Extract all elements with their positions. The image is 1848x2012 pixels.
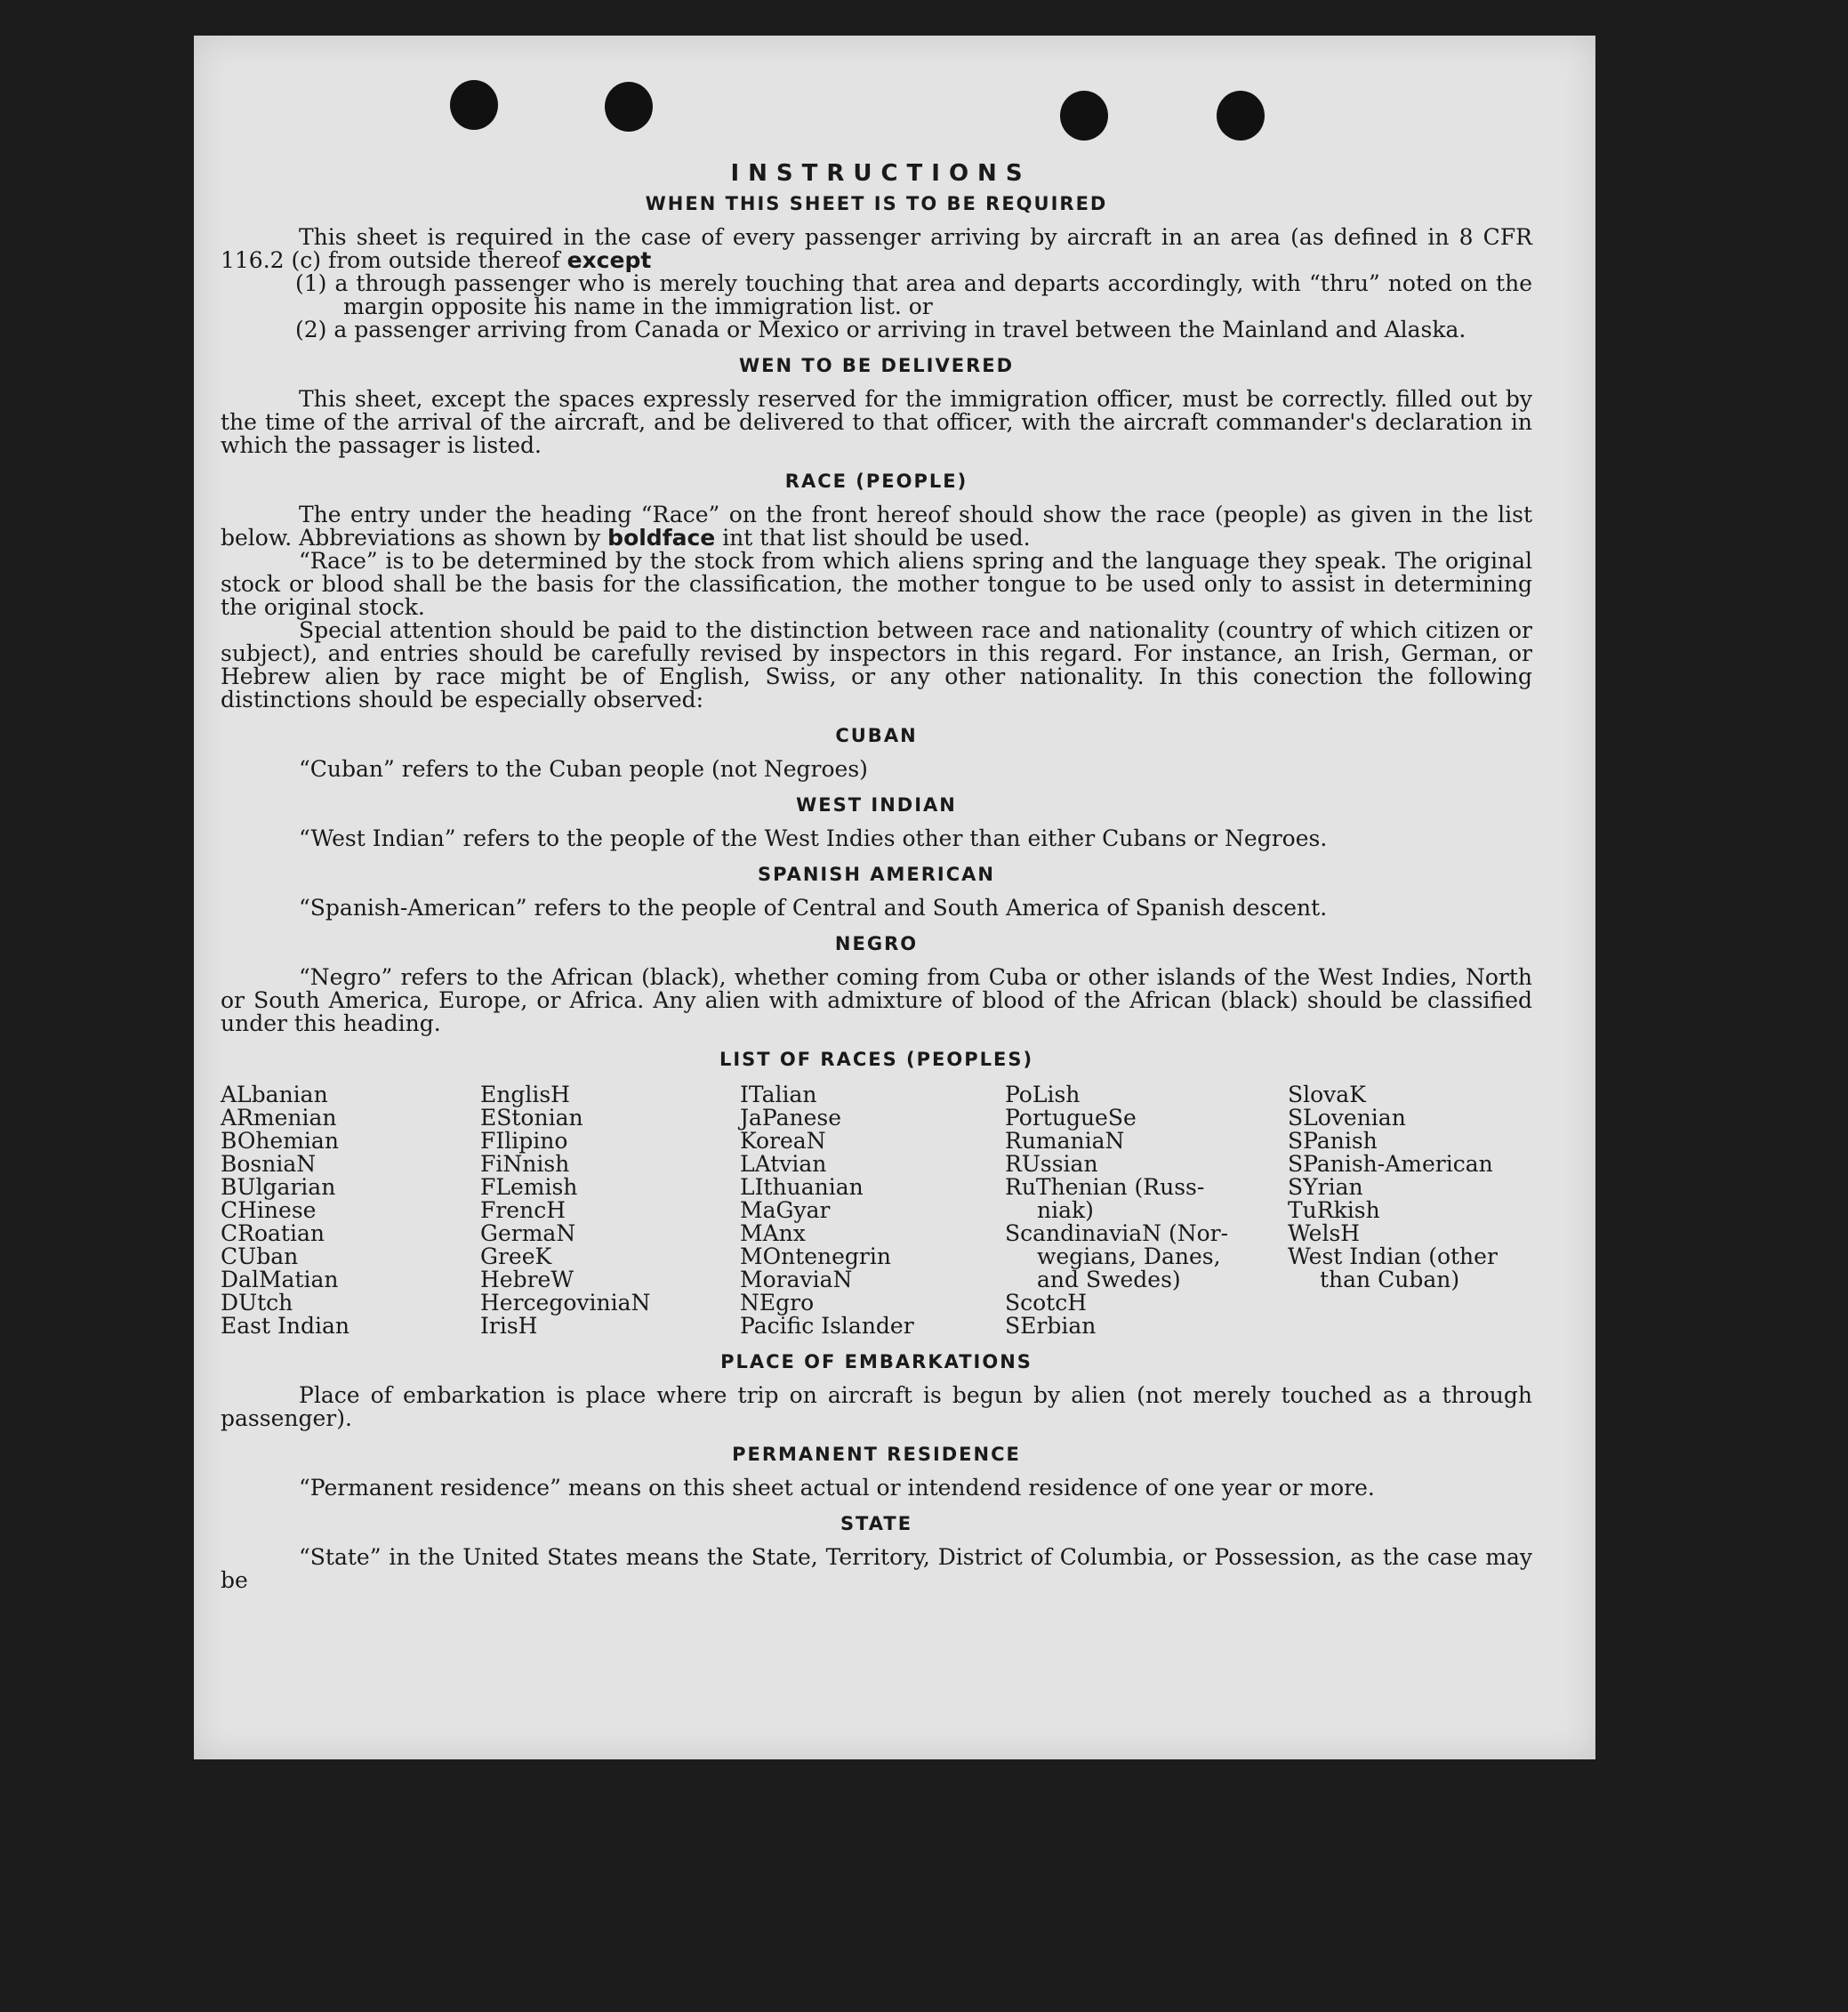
boldface-word: boldface xyxy=(607,525,716,551)
race-item: SPanish-American xyxy=(1288,1151,1493,1177)
embarkation-text: Place of embarkation is place where trip on aircraft is begun by alien (not merely touched as a through passenger). xyxy=(221,1382,1532,1431)
race-item: SErbian xyxy=(1005,1313,1097,1339)
race-item: MOntenegrin xyxy=(740,1243,891,1269)
race-item: RUssian xyxy=(1005,1151,1098,1177)
race-item: DUtch xyxy=(221,1290,293,1316)
residence-text: “Permanent residence” means on this sheet actual or intendend residence of one year or more. xyxy=(299,1475,1375,1501)
race-item: FLemish xyxy=(480,1174,578,1200)
race-item: SlovaK xyxy=(1288,1082,1366,1107)
race-item: Pacific Islander xyxy=(740,1313,914,1339)
race-item: WelsH xyxy=(1288,1220,1361,1246)
race-item: ALbanian xyxy=(221,1082,328,1107)
except-word: except xyxy=(566,247,652,273)
race-item: GermaN xyxy=(480,1220,576,1246)
race-item: IrisH xyxy=(480,1313,538,1339)
race-item: ScotcH xyxy=(1005,1290,1088,1316)
race-item: CRoatian xyxy=(221,1220,325,1246)
race-item: BOhemian xyxy=(221,1128,339,1154)
race-item: RuThenian (Russ- xyxy=(1005,1174,1205,1200)
race-item: CHinese xyxy=(221,1197,317,1223)
race-item: NEgro xyxy=(740,1290,815,1316)
race-item: SPanish xyxy=(1288,1128,1378,1154)
race-paragraph-2: “Race” is to be determined by the stock from which aliens spring and the language they speak. The original stock or blood shall be the basis for the classification, the mother tongue to be used only to assist in determining the original stock. xyxy=(221,548,1532,620)
race-item: LAtvian xyxy=(740,1151,827,1177)
race-item: GreeK xyxy=(480,1243,552,1269)
race-item: FrencH xyxy=(480,1197,566,1223)
race-item: SLovenian xyxy=(1288,1105,1406,1131)
cuban-text: “Cuban” refers to the Cuban people (not Negroes) xyxy=(299,756,868,782)
when-intro: This sheet is required in the case of every passenger arriving by aircraft in an area (as defined in 8 CFR 116.2 (c) from outside thereof except xyxy=(221,224,1532,273)
race-item: HercegoviniaN xyxy=(480,1290,651,1316)
race-item: LIthuanian xyxy=(740,1174,864,1200)
negro-text: “Negro” refers to the African (black), whether coming from Cuba or other islands of the West Indies, North or South America, Europe, or Africa. Any alien with admixture of blood of the African (black) should be classified under this heading. xyxy=(221,964,1532,1036)
race-item: West Indian (other xyxy=(1288,1243,1498,1269)
race-item: ARmenian xyxy=(221,1105,337,1131)
page-title: INSTRUCTIONS xyxy=(730,160,1032,187)
race-item: DalMatian xyxy=(221,1267,339,1292)
race-item: MAnx xyxy=(740,1220,806,1246)
heading-embarkation: PLACE OF EMBARKATIONS xyxy=(720,1351,1032,1372)
heading-cuban: CUBAN xyxy=(835,725,918,746)
punch-hole xyxy=(605,82,653,132)
race-item: East Indian xyxy=(221,1313,350,1339)
race-item: and Swedes) xyxy=(1037,1267,1181,1292)
race-item: niak) xyxy=(1037,1197,1094,1223)
races-column-5 xyxy=(1288,1083,1532,1338)
races-column-2 xyxy=(480,1083,740,1338)
race-item: BosniaN xyxy=(221,1151,317,1177)
heading-races-list: LIST OF RACES (PEOPLES) xyxy=(719,1049,1034,1070)
race-item: PoLish xyxy=(1005,1082,1081,1107)
punch-hole xyxy=(450,80,498,130)
state-text: “State” in the United States means the State, Territory, District of Columbia, or Possession, as the case may be xyxy=(221,1544,1532,1593)
delivered-text: This sheet, except the spaces expressly reserved for the immigration officer, must be correctly. filled out by the time of the arrival of the aircraft, and be delivered to that officer, with the aircraft commander's declaration in which the passager is listed. xyxy=(221,386,1532,458)
heading-race: RACE (PEOPLE) xyxy=(784,471,968,492)
heading-when: WHEN THIS SHEET IS TO BE REQUIRED xyxy=(645,193,1108,214)
instructions-content xyxy=(221,162,1532,1592)
heading-west-indian: WEST INDIAN xyxy=(796,794,957,816)
race-item: ITalian xyxy=(740,1082,817,1107)
race-item: CUban xyxy=(221,1243,299,1269)
race-item: BUlgarian xyxy=(221,1174,336,1200)
race-paragraph-3: Special attention should be paid to the distinction between race and nationality (country of which citizen or subject), and entries should be carefully revised by inspectors in this regard. For instance, an Irish, German, or Hebrew alien by race might be of English, Swiss, or any other nationality. In this conection the following distinctions should be especially observed: xyxy=(221,617,1532,712)
race-item: than Cuban) xyxy=(1320,1267,1460,1292)
race-item: FIlipino xyxy=(480,1128,568,1154)
race-item: SYrian xyxy=(1288,1174,1363,1200)
race-item: RumaniaN xyxy=(1005,1128,1125,1154)
race-item: KoreaN xyxy=(740,1128,826,1154)
race-item: ScandinaviaN (Nor- xyxy=(1005,1220,1229,1246)
heading-state: STATE xyxy=(840,1513,913,1534)
heading-spanish-american: SPANISH AMERICAN xyxy=(758,864,995,885)
race-item: MaGyar xyxy=(740,1197,831,1223)
heading-negro: NEGRO xyxy=(834,933,919,954)
heading-delivered: WEN TO BE DELIVERED xyxy=(738,355,1015,376)
race-item: wegians, Danes, xyxy=(1037,1243,1221,1269)
race-item: FiNnish xyxy=(480,1151,570,1177)
spanish-american-text: “Spanish-American” refers to the people of Central and South America of Spanish descent. xyxy=(299,895,1328,921)
race-item: MoraviaN xyxy=(740,1267,853,1292)
heading-residence: PERMANENT RESIDENCE xyxy=(732,1444,1021,1465)
punch-hole xyxy=(1217,91,1265,141)
races-column-3 xyxy=(740,1083,1005,1338)
races-column-1 xyxy=(221,1083,480,1338)
when-item-2: (2) a passenger arriving from Canada or Mexico or arriving in travel between the Mainland and Alaska. xyxy=(295,317,1466,342)
race-item: PortugueSe xyxy=(1005,1105,1137,1131)
punch-hole xyxy=(1060,91,1108,141)
when-item-1: (1) a through passenger who is merely touching that area and departs accordingly, with “thru” noted on the margin opposite his name in the immigration list. or xyxy=(295,270,1532,319)
west-indian-text: “West Indian” refers to the people of the West Indies other than either Cubans or Negroes. xyxy=(299,825,1328,851)
document-sheet xyxy=(194,36,1595,1759)
race-item: HebreW xyxy=(480,1267,574,1292)
race-item: TuRkish xyxy=(1288,1197,1380,1223)
race-item: JaPanese xyxy=(740,1105,842,1131)
races-column-4 xyxy=(1005,1083,1288,1338)
races-list xyxy=(221,1083,1532,1338)
race-item: EnglisH xyxy=(480,1082,570,1107)
race-paragraph-1: The entry under the heading “Race” on the front hereof should show the race (people) as given in the list below. Abbreviations as shown by boldface int that list should be used. xyxy=(221,502,1532,551)
race-item: EStonian xyxy=(480,1105,583,1131)
